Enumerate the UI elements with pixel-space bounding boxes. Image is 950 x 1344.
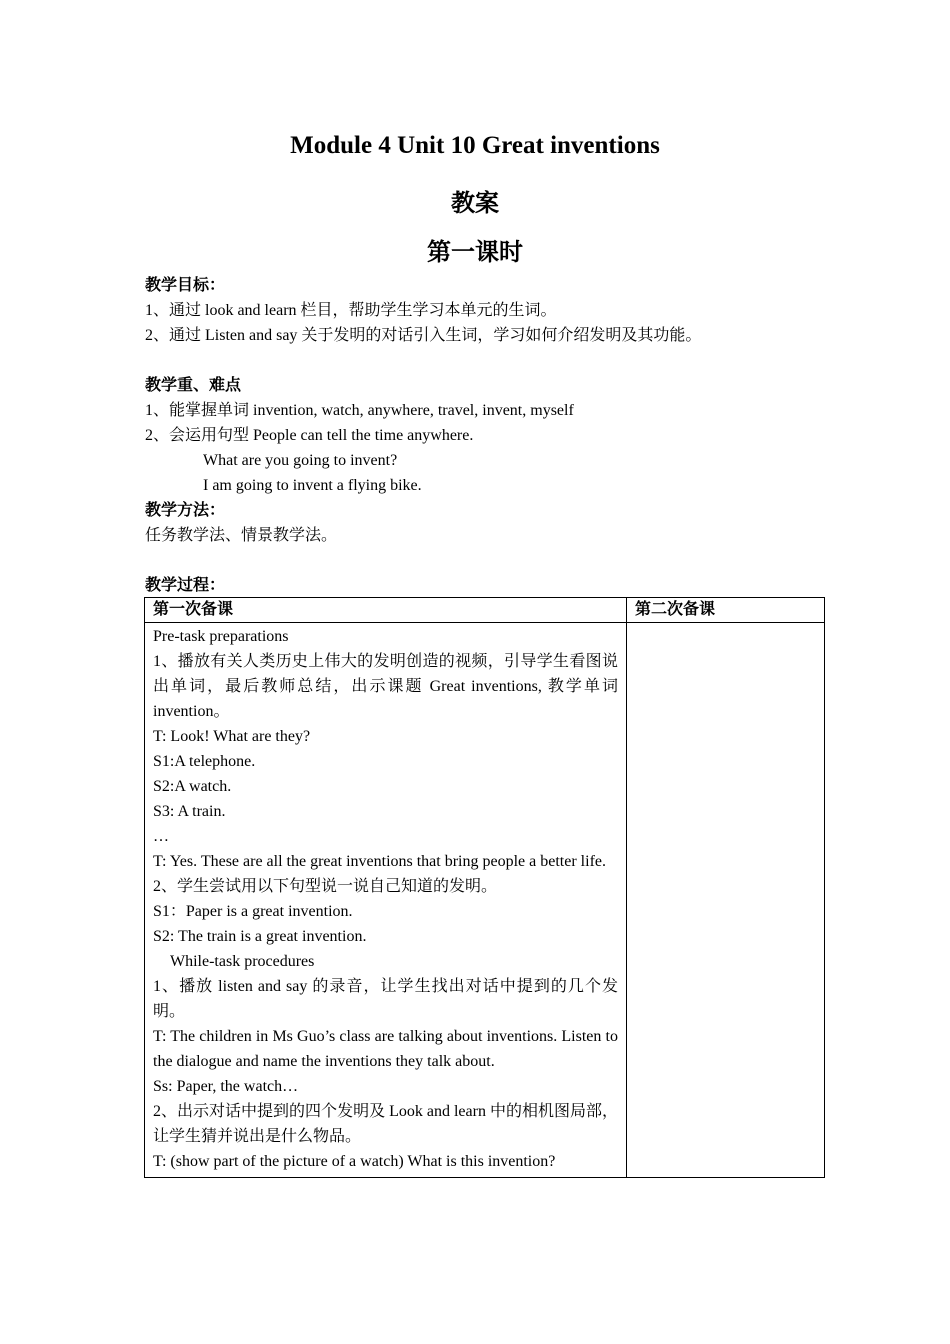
first-prep-cell (145, 623, 627, 1178)
document-title: Module 4 Unit 10 Great inventions (290, 132, 660, 159)
process-line: T: Yes. These are all the great inventions that bring people a better life. (153, 853, 606, 870)
key-points-heading: 教学重、难点 (145, 377, 242, 394)
process-line: S2: The train is a great invention. (153, 928, 367, 945)
table-header-row (145, 598, 825, 623)
key-point-sentence: What are you going to invent? (203, 452, 398, 469)
spacer (145, 348, 825, 373)
process-line: Pre-task preparations (153, 628, 289, 645)
key-point-item: 1、能掌握单词 invention, watch, anywhere, travel, invent, myself (145, 402, 574, 419)
process-line: 1、播放 listen and say 的录音，让学生找出对话中提到的几个发明。 (153, 978, 618, 1020)
process-line: S1:A telephone. (153, 753, 256, 770)
process-line: S3: A train. (153, 803, 226, 820)
lesson-title: 第一课时 (427, 240, 523, 266)
methods-text: 任务教学法、情景教学法。 (145, 527, 338, 544)
document-body (145, 273, 825, 598)
process-line: 1、播放有关人类历史上伟大的发明创造的视频，引导学生看图说出单词，最后教师总结，出示课题 Great inventions, 教学单词 invention。 (153, 653, 618, 720)
process-line: 2、出示对话中提到的四个发明及 Look and learn 中的相机图局部，让学生猜并说出是什么物品。 (153, 1103, 618, 1145)
process-line: While-task procedures (170, 953, 315, 970)
process-line: 2、学生尝试用以下句型说一说自己知道的发明。 (153, 878, 498, 895)
lesson-plan-table (144, 597, 825, 1178)
second-prep-cell (627, 623, 825, 1178)
first-prep-header: 第一次备课 (145, 598, 627, 623)
table-content-row (145, 623, 825, 1178)
process-line: … (153, 828, 169, 845)
objective-item: 1、通过 look and learn 栏目，帮助学生学习本单元的生词。 (145, 302, 557, 319)
process-line: T: (show part of the picture of a watch) What is this invention? (153, 1153, 556, 1170)
key-point-sentence: I am going to invent a flying bike. (203, 477, 422, 494)
document-subtitle: 教案 (451, 191, 499, 217)
objective-item: 2、通过 Listen and say 关于发明的对话引入生词，学习如何介绍发明及其功能。 (145, 327, 702, 344)
key-point-item: 2、会运用句型 People can tell the time anywhere. (145, 427, 474, 444)
methods-heading: 教学方法： (145, 502, 226, 519)
process-line: Ss: Paper, the watch… (153, 1078, 299, 1095)
process-line: T: The children in Ms Guo’s class are talking about inventions. Listen to the dialogue and name the inventions they talk about. (153, 1028, 618, 1070)
objectives-heading: 教学目标： (145, 277, 226, 294)
process-line: S1：Paper is a great invention. (153, 903, 353, 920)
process-line: T: Look! What are they? (153, 728, 311, 745)
second-prep-header: 第二次备课 (627, 598, 825, 623)
spacer (145, 548, 825, 573)
process-line: S2:A watch. (153, 778, 232, 795)
process-heading: 教学过程： (145, 577, 226, 594)
